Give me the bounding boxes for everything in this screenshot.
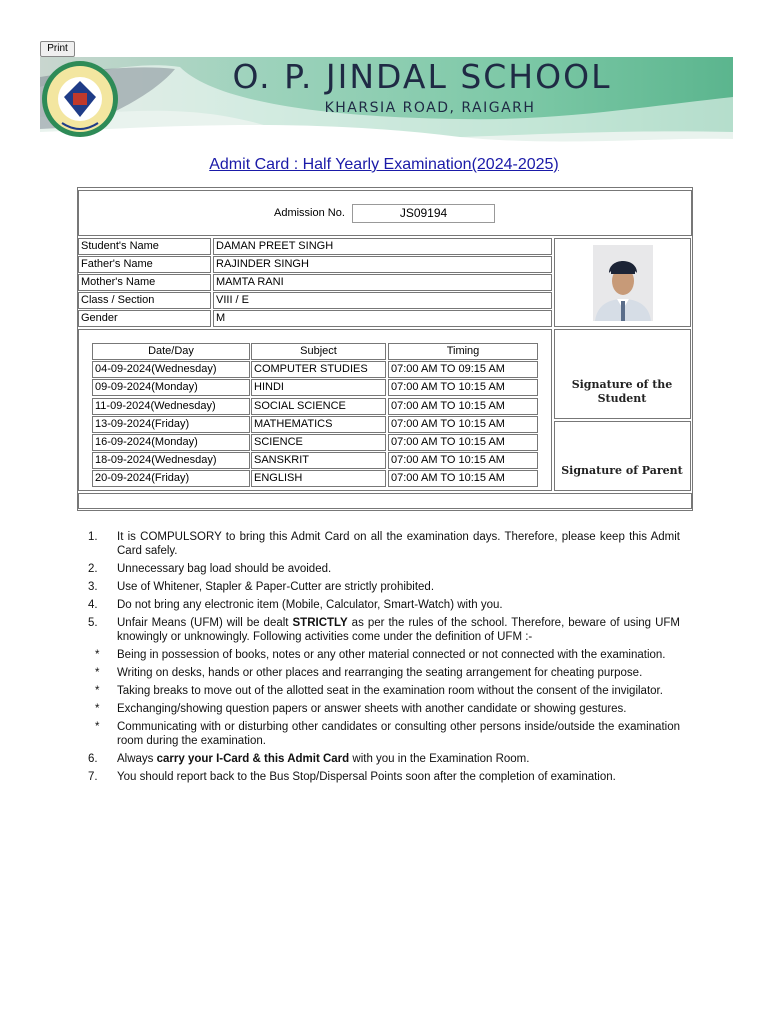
- header-timing: Timing: [388, 343, 538, 360]
- student-name-value: DAMAN PREET SINGH: [213, 238, 552, 255]
- parent-signature-cell: [554, 421, 691, 491]
- schedule-subject: MATHEMATICS: [251, 416, 386, 433]
- schedule-subject: SANSKRIT: [251, 452, 386, 469]
- instruction-item: [88, 752, 680, 766]
- student-name-label: Student's Name: [78, 238, 211, 255]
- instruction-text: [117, 752, 680, 766]
- instruction-item: [88, 616, 680, 644]
- instruction-number: 3.: [88, 581, 98, 593]
- ufm-item: [88, 666, 680, 680]
- admission-number: JS09194: [352, 204, 495, 223]
- class-section-label: Class / Section: [78, 292, 211, 309]
- instruction-number: 1.: [88, 531, 98, 543]
- schedule-date: 04-09-2024(Wednesday): [92, 361, 250, 378]
- schedule-subject: SOCIAL SCIENCE: [251, 398, 386, 415]
- schedule-subject: ENGLISH: [251, 470, 386, 487]
- school-logo-icon: [40, 57, 120, 141]
- instruction-text-part: as per the rules of the school. Therefore, beware of using UFM knowingly or unknowingly. Following activities come under the definition of UFM :-: [117, 617, 680, 643]
- instruction-item: [88, 580, 680, 594]
- instruction-text: You should report back to the Bus Stop/Dispersal Points soon after the completion of examination.: [117, 771, 616, 783]
- schedule-date: 20-09-2024(Friday): [92, 470, 250, 487]
- student-photo: [593, 245, 653, 321]
- instruction-text: [117, 616, 680, 644]
- mother-name-value: MAMTA RANI: [213, 274, 552, 291]
- student-signature-line1: Signature of the: [571, 378, 673, 391]
- schedule-date: 11-09-2024(Wednesday): [92, 398, 250, 415]
- father-name-label: Father's Name: [78, 256, 211, 273]
- ufm-text: Exchanging/showing question papers or answer sheets with another candidate or showing gestures.: [117, 703, 627, 715]
- ufm-text: Taking breaks to move out of the allotted seat in the examination room without the consent of the invigilator.: [117, 685, 663, 697]
- class-section-value: VIII / E: [213, 292, 552, 309]
- student-signature-line2: Student: [597, 392, 647, 405]
- schedule-subject: HINDI: [251, 379, 386, 396]
- header-subject: Subject: [251, 343, 386, 360]
- school-banner: [40, 57, 733, 146]
- instruction-text: Unnecessary bag load should be avoided.: [117, 563, 332, 575]
- ufm-text: Communicating with or disturbing other candidates or consulting other persons inside/outside the examination room during the examination.: [117, 721, 680, 747]
- instruction-text: It is COMPULSORY to bring this Admit Card on all the examination days. Therefore, please keep this Admit Card safely.: [117, 531, 680, 557]
- instruction-text-part: Always: [117, 753, 157, 765]
- student-signature-label: [554, 378, 690, 406]
- schedule-date: 18-09-2024(Wednesday): [92, 452, 250, 469]
- bullet-asterisk: *: [95, 685, 100, 697]
- schedule-timing: 07:00 AM TO 10:15 AM: [388, 379, 538, 396]
- schedule-timing: 07:00 AM TO 10:15 AM: [388, 398, 538, 415]
- instruction-item: [88, 598, 680, 612]
- header-date-day: Date/Day: [92, 343, 250, 360]
- instruction-text: Do not bring any electronic item (Mobile, Calculator, Smart-Watch) with you.: [117, 599, 503, 611]
- schedule-timing: 07:00 AM TO 09:15 AM: [388, 361, 538, 378]
- footer-strip: [78, 493, 692, 509]
- ufm-item: [88, 720, 680, 748]
- instruction-emphasis: STRICTLY: [292, 617, 348, 629]
- schedule-timing: 07:00 AM TO 10:15 AM: [388, 452, 538, 469]
- ufm-item: [88, 648, 680, 662]
- instruction-number: 6.: [88, 753, 98, 765]
- schedule-date: 13-09-2024(Friday): [92, 416, 250, 433]
- schedule-date: 16-09-2024(Monday): [92, 434, 250, 451]
- admission-label: Admission No.: [274, 207, 345, 219]
- instruction-text: Use of Whitener, Stapler & Paper-Cutter are strictly prohibited.: [117, 581, 435, 593]
- ufm-text: Writing on desks, hands or other places and rearranging the seating arrangement for cheating purpose.: [117, 667, 643, 679]
- schedule-subject: COMPUTER STUDIES: [251, 361, 386, 378]
- school-name: O. P. JINDAL SCHOOL: [232, 57, 612, 96]
- bullet-asterisk: *: [95, 649, 100, 661]
- print-button[interactable]: Print: [40, 41, 75, 57]
- school-address: KHARSIA ROAD, RAIGARH: [324, 100, 536, 116]
- instruction-item: [88, 770, 680, 784]
- gender-value: M: [213, 310, 552, 327]
- instructions-list: [88, 530, 680, 788]
- schedule-timing: 07:00 AM TO 10:15 AM: [388, 434, 538, 451]
- instruction-number: 2.: [88, 563, 98, 575]
- schedule-timing: 07:00 AM TO 10:15 AM: [388, 416, 538, 433]
- instruction-text-part: with you in the Examination Room.: [349, 753, 530, 765]
- schedule-subject: SCIENCE: [251, 434, 386, 451]
- gender-label: Gender: [78, 310, 211, 327]
- ufm-item: [88, 684, 680, 698]
- instruction-item: [88, 562, 680, 576]
- ufm-text: Being in possession of books, notes or any other material connected or not connected with the examination.: [117, 649, 666, 661]
- parent-signature-label: Signature of Parent: [561, 464, 683, 477]
- mother-name-label: Mother's Name: [78, 274, 211, 291]
- instruction-number: 4.: [88, 599, 98, 611]
- instruction-number: 5.: [88, 617, 98, 629]
- father-name-value: RAJINDER SINGH: [213, 256, 552, 273]
- schedule-timing: 07:00 AM TO 10:15 AM: [388, 470, 538, 487]
- bullet-asterisk: *: [95, 703, 100, 715]
- instruction-item: [88, 530, 680, 558]
- instruction-text-part: Unfair Means (UFM) will be dealt: [117, 617, 293, 629]
- schedule-date: 09-09-2024(Monday): [92, 379, 250, 396]
- instruction-emphasis: carry your I-Card & this Admit Card: [156, 753, 350, 765]
- admit-card-title: Admit Card : Half Yearly Examination(2024-2025): [209, 156, 559, 173]
- ufm-item: [88, 702, 680, 716]
- instruction-number: 7.: [88, 771, 98, 783]
- bullet-asterisk: *: [95, 721, 100, 733]
- bullet-asterisk: *: [95, 667, 100, 679]
